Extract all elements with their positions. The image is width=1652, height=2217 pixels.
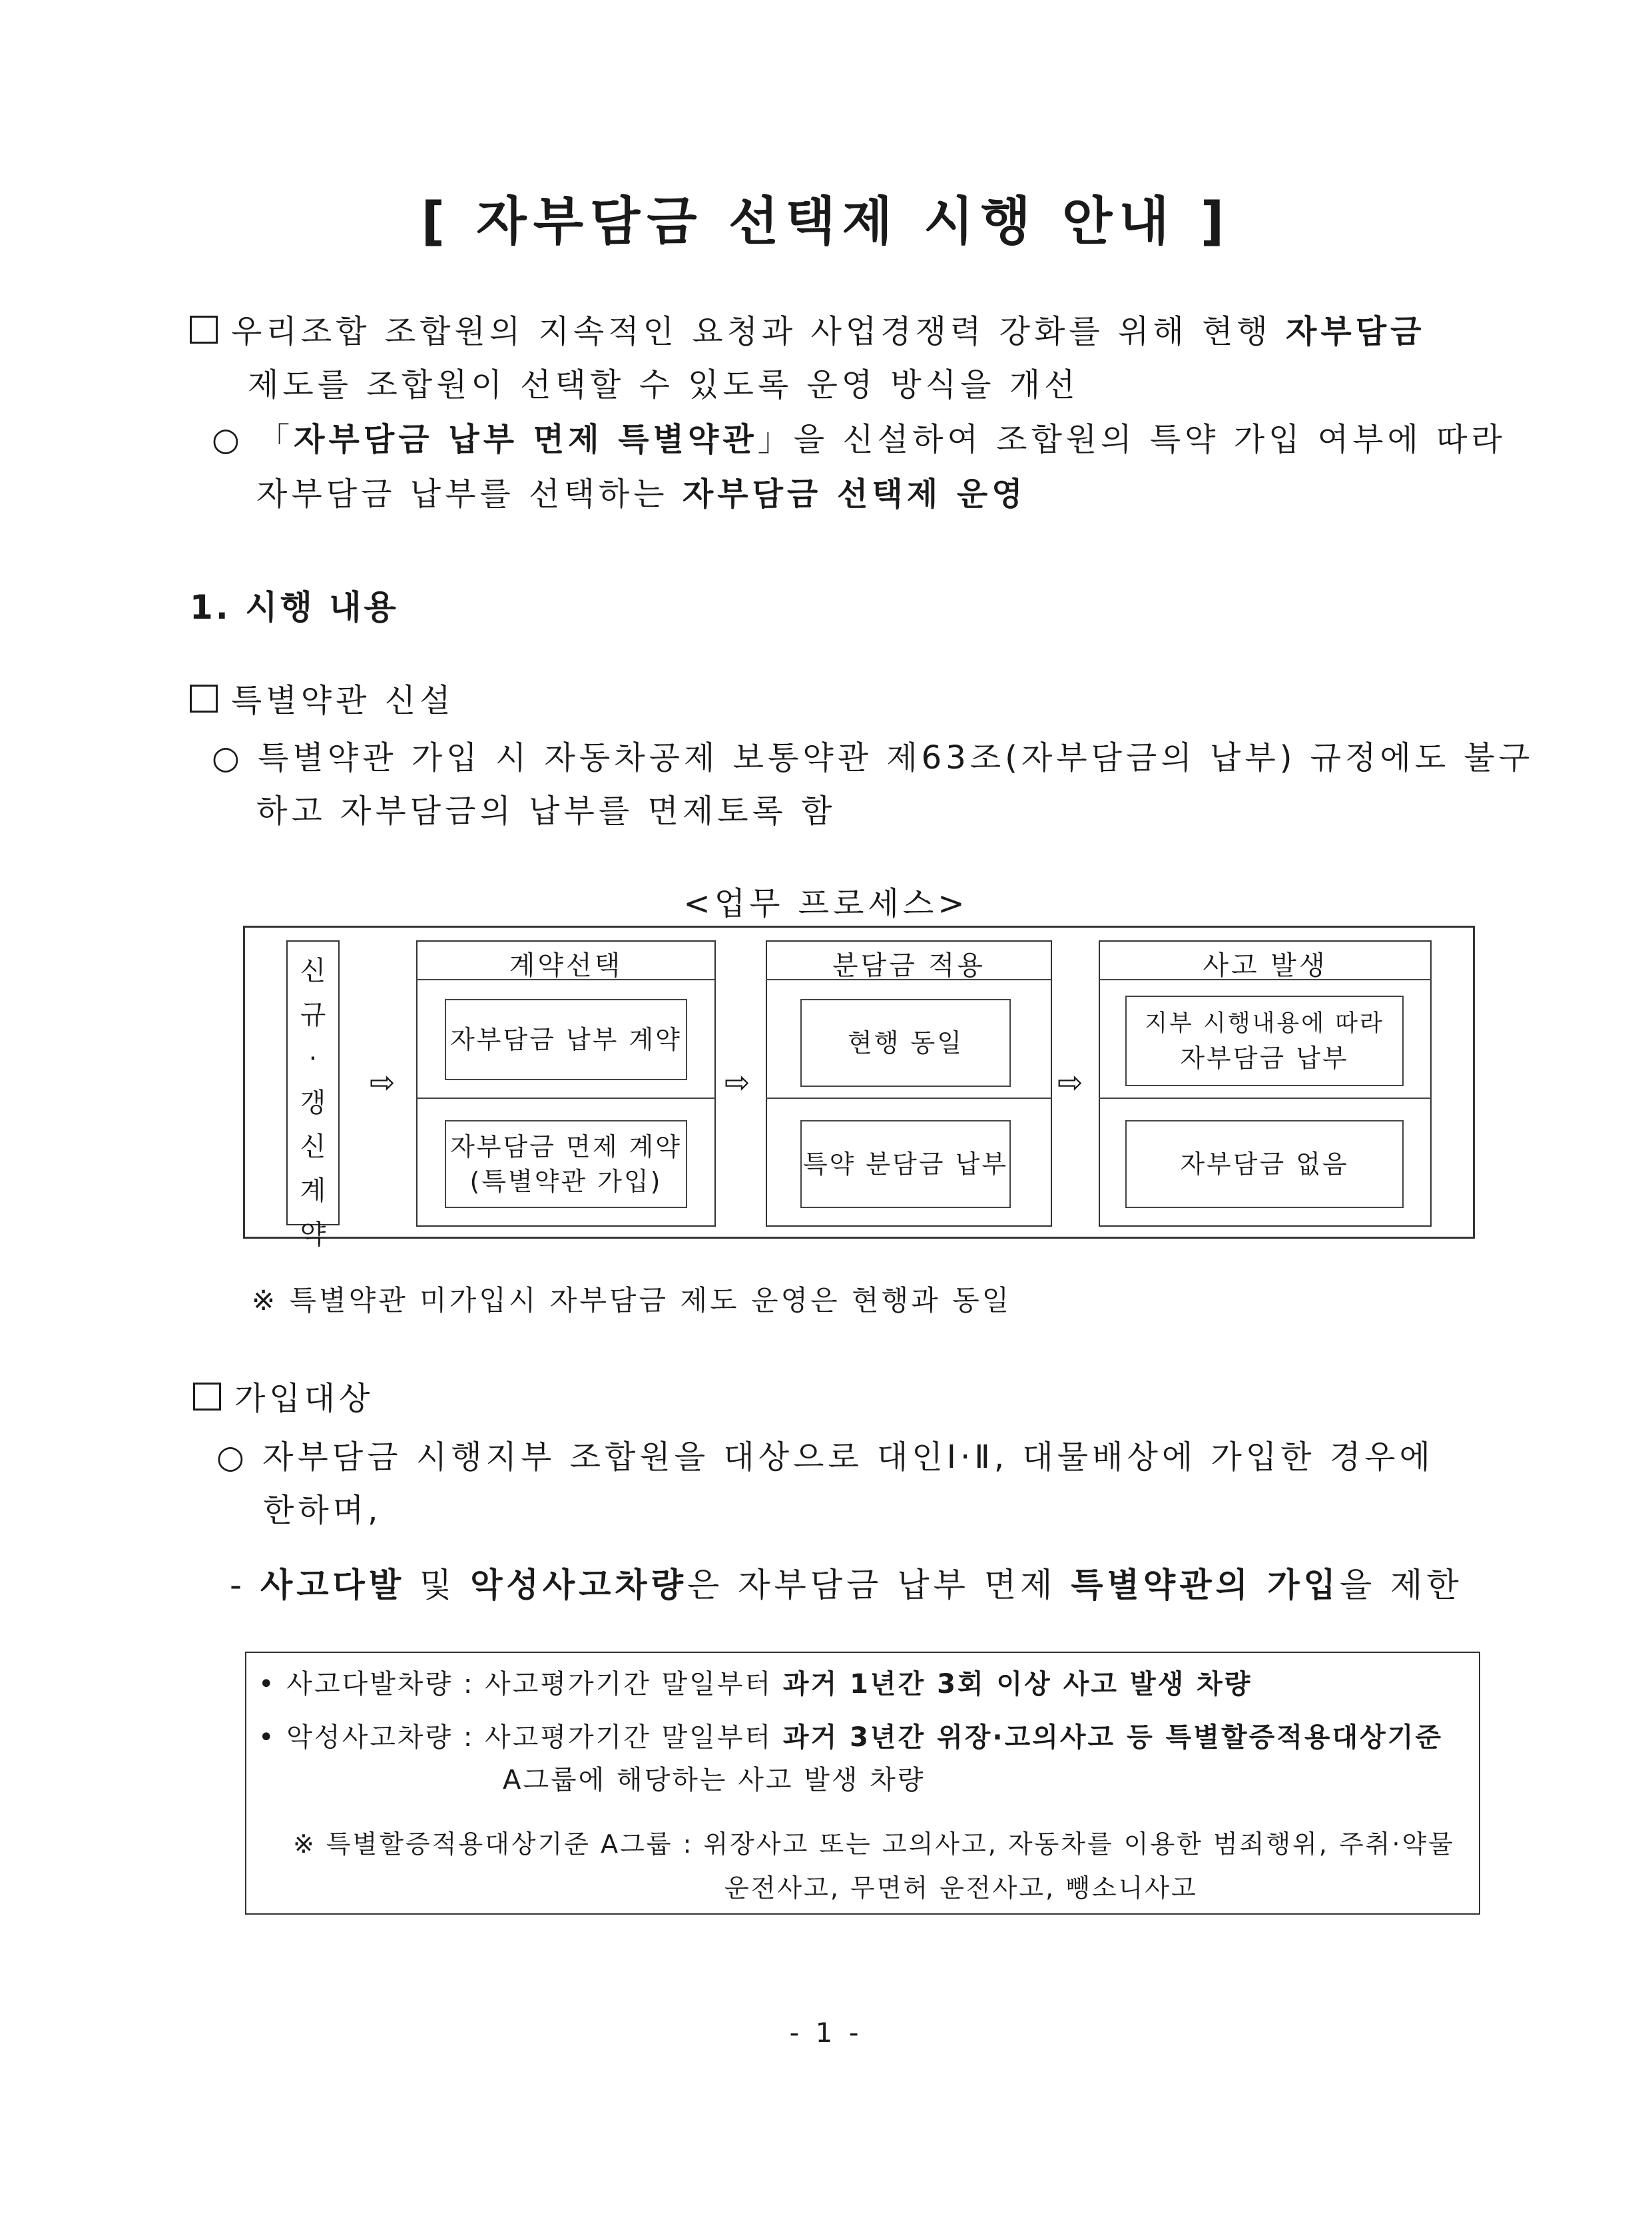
criteria-item-malicious-line-2: A그룹에 해당하는 사고 발생 차량 [503, 1765, 926, 1795]
pay-deductible-by-branch-box: 지부 시행내용에 따라 자부담금 납부 [1125, 996, 1404, 1086]
contract-choice-header: 계약선택 [509, 950, 623, 981]
page-title: [ 자부담금 선택제 시행 안내 ] [421, 192, 1231, 252]
exempt-deductible-contract-box: 자부담금 면제 계약 (특별약관 가입) [445, 1120, 687, 1208]
criteria-item-malicious: • 악성사고차량 : 사고평가기간 말일부터 과거 3년간 위장·고의사고 등 특별할증적용대상기준 [258, 1722, 1444, 1753]
no-deductible-box: 자부담금 없음 [1125, 1120, 1404, 1208]
process-note: ※ 특별약관 미가입시 자부담금 제도 운영은 현행과 동일 [252, 1284, 1012, 1317]
same-as-current-box: 현행 동일 [800, 999, 1011, 1087]
intro-line-2: 제도를 조합원이 선택할 수 있도록 운영 방식을 개선 [248, 366, 1079, 404]
checkbox-square-icon [190, 316, 218, 344]
special-premium-box: 특약 분담금 납부 [800, 1120, 1011, 1208]
new-renewal-contract-label: 신 규 · 갱 신 계 약 [300, 956, 326, 1250]
special-terms-line-2: 하고 자부담금의 납부를 면제토록 함 [256, 792, 836, 830]
bullet-circle-icon: ○ [212, 739, 258, 777]
arrow-right-icon: ⇨ [1057, 1064, 1083, 1100]
checkbox-square-icon [193, 1383, 221, 1411]
eligibility-line-1: ○ 자부담금 시행지부 조합원을 대상으로 대인Ⅰ·Ⅱ, 대물배상에 가입한 경우에 [216, 1438, 1434, 1476]
subsection-heading-eligibility: 가입대상 [193, 1379, 374, 1419]
intro-line-1: 우리조합 조합원의 지속적인 요청과 사업경쟁력 강화를 위해 현행 자부담금 [190, 312, 1426, 352]
premium-apply-header: 분담금 적용 [832, 950, 985, 981]
arrow-right-icon: ⇨ [370, 1064, 396, 1100]
subsection-heading-special-terms: 특별약관 신설 [190, 681, 454, 721]
criteria-note-line-1: ※ 특별할증적용대상기준 A그룹 : 위장사고 또는 고의사고, 자동차를 이용한 범죄행위, 주취·약물 [293, 1829, 1455, 1859]
checkbox-square-icon [190, 685, 218, 713]
divider [416, 1098, 716, 1099]
process-title: <업무 프로세스> [683, 885, 969, 922]
arrow-right-icon: ⇨ [724, 1064, 750, 1100]
criteria-item-frequent: • 사고다발차량 : 사고평가기간 말일부터 과거 1년간 3회 이상 사고 발생 차량 [258, 1669, 1252, 1700]
divider [766, 1098, 1052, 1099]
pay-deductible-contract-box: 자부담금 납부 계약 [445, 999, 687, 1080]
page-number: - 1 - [789, 2018, 863, 2049]
intro-line-3: ○ 「자부담금 납부 면제 특별약관」을 신설하여 조합원의 특약 가입 여부에 따라 [212, 421, 1506, 458]
eligibility-line-2: 한하며, [263, 1492, 382, 1529]
bullet-circle-icon: ○ [212, 421, 258, 458]
criteria-note-line-2: 운전사고, 무면허 운전사고, 뺑소니사고 [724, 1873, 1198, 1903]
accident-header: 사고 발생 [1203, 950, 1328, 981]
divider [1099, 1098, 1432, 1099]
eligibility-restriction: - 사고다발 및 악성사고차량은 자부담금 납부 면제 특별약관의 가입을 제한 [230, 1566, 1463, 1604]
intro-line-4: 자부담금 납부를 선택하는 자부담금 선택제 운영 [256, 475, 1027, 513]
bullet-circle-icon: ○ [216, 1438, 263, 1476]
section-heading: 1. 시행 내용 [190, 588, 399, 627]
special-terms-line-1: ○ 특별약관 가입 시 자동차공제 보통약관 제63조(자부담금의 납부) 규정에도 불구 [212, 739, 1534, 777]
